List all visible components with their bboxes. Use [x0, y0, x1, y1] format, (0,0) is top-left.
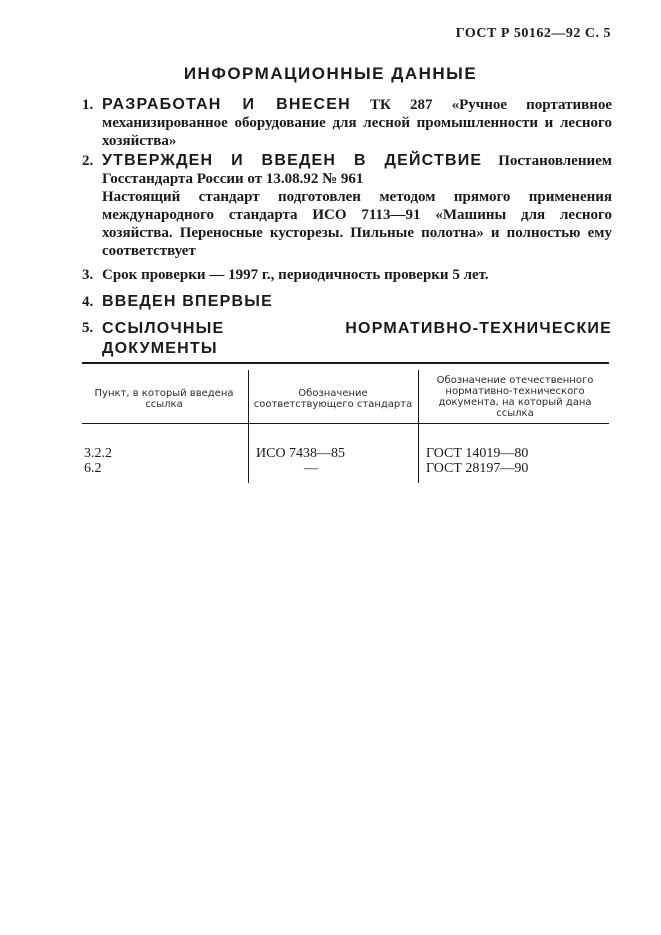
section-number: 3.: [82, 267, 94, 283]
section-1: [82, 96, 612, 150]
table-cell: —: [304, 461, 318, 476]
section-paragraph: Настоящий стандарт подготовлен методом прямого применения международного стандарта ИСО 7113—91 «Машины для лесного хозяйства. Переносные кусторезы. Пильные полотна» и полностью ему соответствует: [102, 189, 612, 259]
section-4: [82, 293, 612, 311]
section-text: Срок проверки — 1997 г., периодичность проверки 5 лет.: [102, 267, 489, 283]
section-number: 2.: [82, 153, 94, 169]
references-table: [82, 362, 609, 482]
section-text: Постановлением Госстандарта России от 13.08.92 № 961: [102, 153, 612, 187]
document-title: ИНФОРМАЦИОННЫЕ ДАННЫЕ: [183, 64, 478, 83]
table-top-rule: [82, 362, 609, 364]
table-cell: ИСО 7438—85: [256, 446, 346, 461]
section-5: [82, 319, 612, 359]
column-divider: [418, 370, 419, 483]
table-column-national-doc: [426, 446, 528, 476]
section-text: ТК 287 «Ручное портативное механизированное оборудование для лесной промышленности и лесного хозяйства»: [102, 97, 612, 149]
section-number: 4.: [82, 294, 94, 310]
section-3: [82, 266, 612, 284]
table-header-rule: [82, 423, 609, 424]
section-2: [82, 152, 612, 260]
section-lead: ССЫЛОЧНЫЕ НОРМАТИВНО-ТЕХНИЧЕСКИЕ ДОКУМЕНТЫ: [102, 320, 612, 357]
column-divider: [248, 370, 249, 483]
column-header-clause: Пункт, в который введена ссылка: [94, 388, 234, 410]
table-column-standard: [256, 446, 376, 476]
page-header: ГОСТ Р 50162—92 С. 5: [455, 26, 611, 41]
table-cell: 3.2.2: [84, 446, 112, 461]
section-lead: РАЗРАБОТАН И ВНЕСЕН: [102, 96, 351, 113]
section-number: 1.: [82, 97, 94, 113]
section-lead: УТВЕРЖДЕН И ВВЕДЕН В ДЕЙСТВИЕ: [102, 152, 483, 169]
table-cell: 6.2: [84, 461, 102, 476]
column-header-national-doc: Обозначение отечественного нормативно-технического документа, на который дана ссылка: [436, 375, 594, 419]
section-number: 5.: [82, 320, 94, 336]
table-cell: ГОСТ 28197—90: [426, 461, 529, 476]
section-lead: ВВЕДЕН ВПЕРВЫЕ: [102, 293, 273, 310]
table-column-clause: [84, 446, 112, 476]
column-header-standard: Обозначение соответствующего стандарта: [253, 388, 413, 410]
table-cell: ГОСТ 14019—80: [426, 446, 529, 461]
